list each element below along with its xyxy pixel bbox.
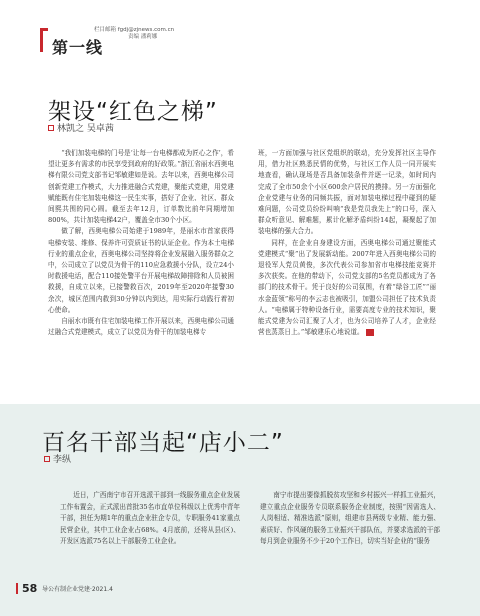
article2-author: 李纵 <box>53 455 72 465</box>
article1-paragraph-text: 同样，在企业自身建设方面，西奥电梯公司通过聚能式党建模式“聚”出了发展新动能。2007年进入西奥电梯公司的退役军人党员黄俊，多次代表公司参加省市电梯技能竞赛并多次获奖。在他的带动下，公司党支部的5名党员都成为了各部门的技术骨干。凭于良好的公司氛围，有着“绿谷工匠”“丽水金蓝领”称号的李云志也被吸引，加盟公司担任了技术负责人。“电梯属于特种设备行业，需要高度专业的技术知识，聚能式党建为公司汇聚了人才，也为公司培养了人才，企业经营也蒸蒸日上。”邹敏建乐心地说道。 <box>258 238 436 337</box>
article1-column-right <box>258 148 436 338</box>
article2-byline <box>44 452 71 465</box>
end-of-article-mark <box>366 329 374 336</box>
byline-square-icon <box>44 456 50 462</box>
article2-paragraph: 近日，广西南宁市召开选派干部到一线服务重点企业发展工作布置会，正式派出首批35名市直单位科级以上优秀中青年干部，担任为期1年的重点企业驻企专员，专职服务41家重点民营企业，其中工业企业占68%。4月底前，还将从县(区)、开发区选派75名以上干部服务工业企业。 <box>60 491 240 546</box>
article1-byline <box>48 121 114 134</box>
article2-paragraph: 南宁市提出要像抓脱贫攻坚和乡村振兴一样抓工业振兴，建立重点企业服务专员联系服务企业制度，按照“因需选人、人岗相适、精准选派”原则，组建市县两级专业精、能力强、素质好、作风硬的服务工业振兴干部队伍，并要求选派的干部每月到企业服务不少于20个工作日，切实当好企业的“服务 <box>260 491 440 546</box>
article2-title: 百名干部当起“店小二” <box>42 430 284 456</box>
page-number: 58 <box>16 583 37 594</box>
article1-title: 架设“红色之梯” <box>48 99 218 125</box>
article2-column-right <box>260 490 440 548</box>
article1-paragraph: “我们加装电梯的门号是‘让每一台电梯都成为匠心之作’，希望让更多有需求的市民享受到政府的好政策。”浙江省丽水西奥电梯有限公司党支部书记邹敏建如是说。去年以来，西奥电梯公司创新党建工作模式，大力推进融合式党建，聚能式党建，用党建赋能既有住宅加装电梯这一民生实事，搭好了企业、社区、群众间熙共围的同心圆。截至去年12月，订单数比前年同期增加800%，共计加装电梯42户，覆盖全市30个小区。 <box>48 149 234 225</box>
article1-paragraph: 做了解，西奥电梯公司始建于1989年，是丽水市首家获得电梯安装、维修、保养许可资质证书的认证企业。作为本土电梯行业的重点企业，西奥电梯公司坚持将企业发展融入服务群众之中，公司成立了以党员为骨干的110应急救援小分队，设立24小时救援电话，配合110接处警平台开展电梯故障排除和人员被困救援，自成立以来，已接警救百次，2019年至2020年接警30余次，城区范围内救到30分钟以内到达，用实际行动践行着初心使命。 <box>48 227 234 314</box>
byline-square-icon <box>48 125 54 131</box>
section-title: 第一线 <box>52 38 104 57</box>
publication-footer: 导公有制企业党建·2021.4 <box>42 586 113 593</box>
section-bracket-mark <box>40 28 48 52</box>
article2-column-left <box>60 490 240 548</box>
article1-author: 林凯之 吴卓茜 <box>57 124 114 134</box>
article1-column-left <box>48 148 234 338</box>
article1-paragraph: 自丽水市既有住宅加装电梯工作开展以来，西奥电梯公司通过融合式党建模式，成立了以党员为骨干的加装电梯专 <box>48 317 234 337</box>
article1-paragraph-final <box>258 238 436 339</box>
column-email: 栏目邮箱 fgdj@zjnews.com.cn <box>94 27 175 33</box>
article1-paragraph: 班，一方面加强与社区党组织的联动，充分发挥社区主导作用，借力社区熟悉民情的优势，与社区工作人员一同开展实地查看，确认现场是否具备加装条件并逐一记录，如时间内完成了全市50余个小区600余户居民的摸排。另一方面强化企业党建与业务的同频共振，面对加装电梯过程中碰到的疑难问题，公司党员纷纷叫响“我是党员我先上”的口号，深入群众听意见、解难题，累计化解矛盾纠纷14起，凝聚起了加装电梯的强大合力。 <box>258 149 436 236</box>
editor-credit: 责编 潘莉娜 <box>128 34 158 40</box>
